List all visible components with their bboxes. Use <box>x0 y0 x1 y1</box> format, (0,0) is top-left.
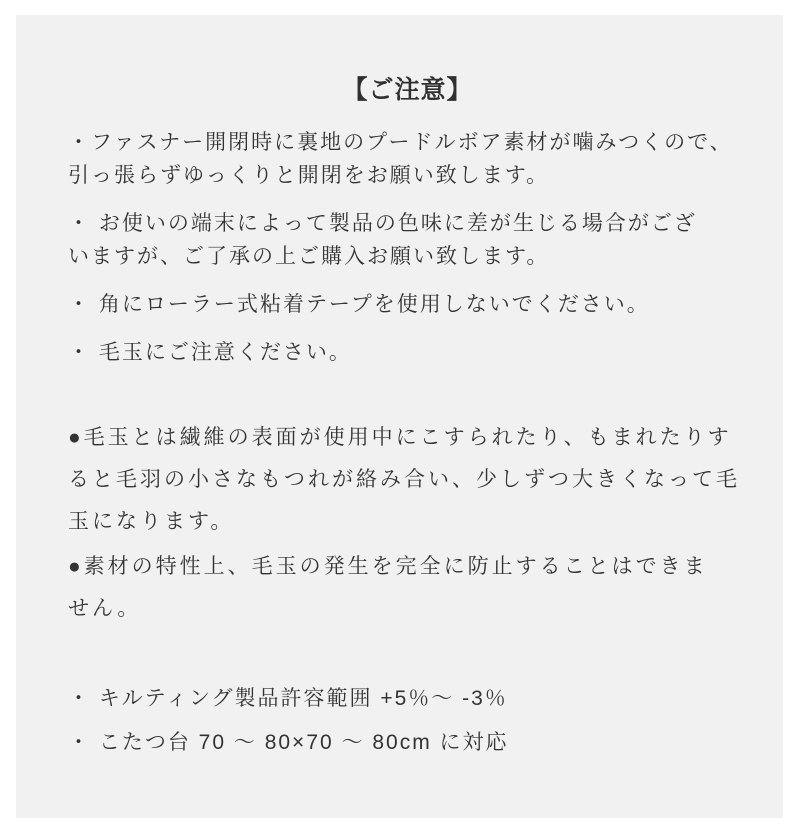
text-line: ・ファスナー開閉時に裏地のプードルボア素材が噛みつくので、 <box>68 131 733 154</box>
notice-panel <box>16 15 783 818</box>
spec-item-table-size <box>68 726 747 759</box>
text-line: ・ キルティング製品許容範囲 +5％〜 -3％ <box>68 687 508 710</box>
spec-bullet-list <box>68 682 747 759</box>
text-line: 玉になります。 <box>68 510 235 533</box>
text-line: ると毛羽の小さなもつれが絡み合い、少しずつ大きくなって毛 <box>68 468 740 491</box>
text-line: せん。 <box>68 597 142 620</box>
note-material-property <box>68 546 747 630</box>
text-line: ●毛玉とは繊維の表面が使用中にこすられたり、もまれたりす <box>68 426 732 449</box>
caution-item-pilling <box>68 336 747 369</box>
pilling-notes <box>68 417 747 630</box>
caution-bullet-list <box>68 126 747 369</box>
text-line: ●素材の特性上、毛玉の発生を完全に防止することはできま <box>68 555 708 578</box>
text-line: ・ 角にローラー式粘着テープを使用しないでください。 <box>68 293 650 316</box>
notice-title: 【ご注意】 <box>342 76 473 104</box>
text-line: ・ お使いの端末によって製品の色味に差が生じる場合がござ <box>68 212 697 235</box>
text-line: ・ こたつ台 70 〜 80×70 〜 80cm に対応 <box>68 731 509 754</box>
note-pilling-explanation <box>68 417 747 543</box>
text-line: 引っ張らずゆっくりと開閉をお願い致します。 <box>68 164 550 187</box>
caution-item-color-difference <box>68 207 747 273</box>
text-line: ・ 毛玉にご注意ください。 <box>68 341 352 364</box>
caution-item-zipper <box>68 126 747 192</box>
text-line: いますが、ご了承の上ご購入お願い致します。 <box>68 245 550 268</box>
caution-item-adhesive-tape <box>68 288 747 321</box>
spec-item-tolerance <box>68 682 747 715</box>
